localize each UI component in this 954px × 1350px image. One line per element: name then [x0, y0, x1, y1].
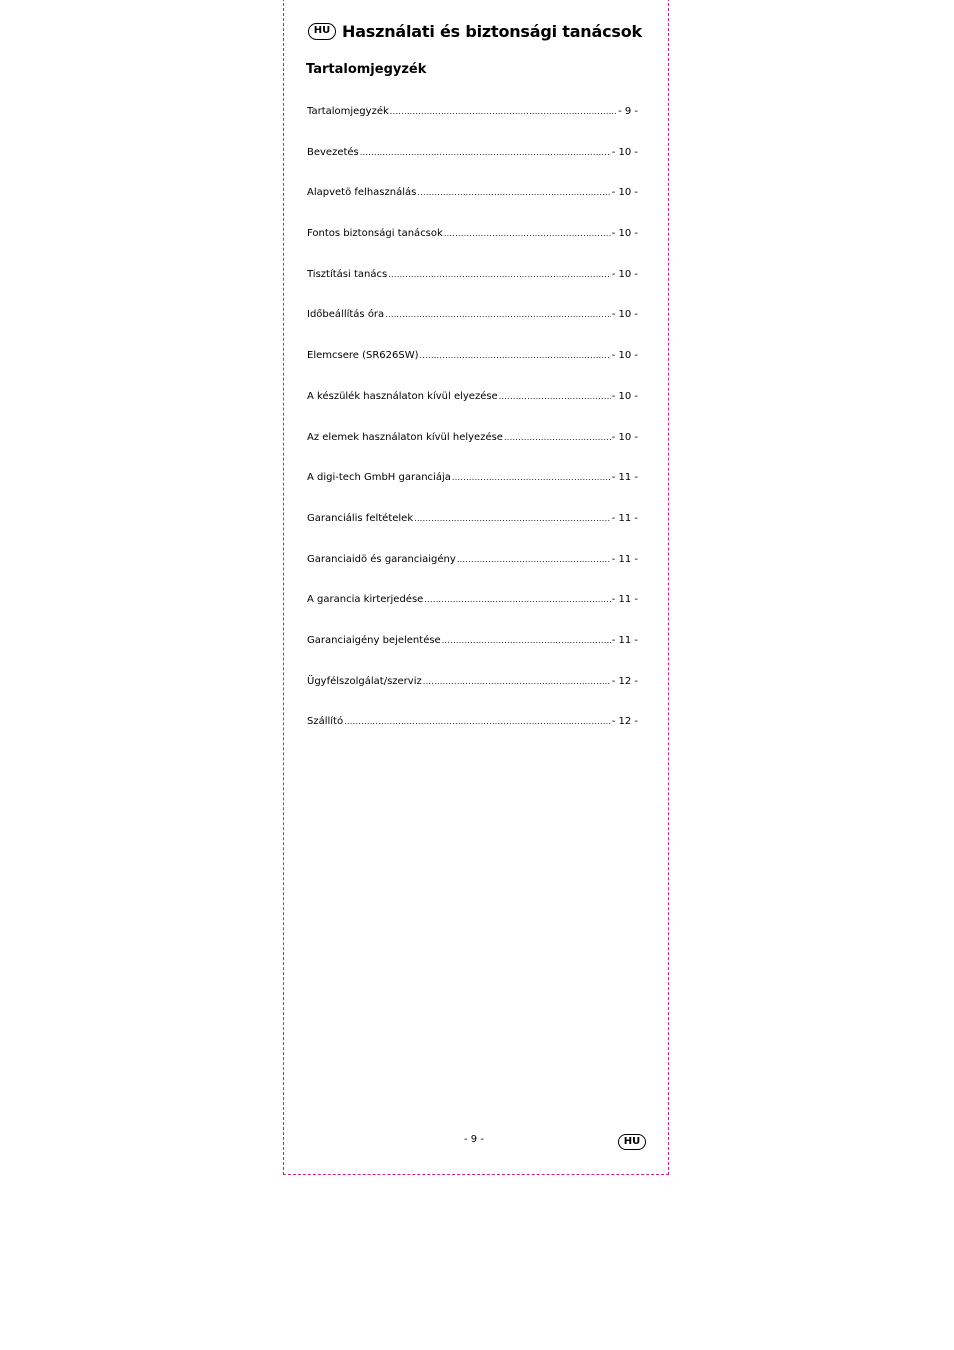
toc-entry[interactable] [307, 269, 638, 310]
toc-dot-leader [424, 595, 610, 604]
toc-dot-leader [442, 636, 611, 645]
toc-entry-label: Időbeállítás óra [307, 309, 385, 321]
toc-entry-label: Garanciaidö és garanciaigény [307, 553, 456, 565]
toc-entry-page: - 10 - [611, 350, 638, 362]
toc-entry-page: - 10 - [611, 309, 638, 321]
toc-entry-page: - 12 - [611, 675, 638, 687]
toc-entry-label: Az elemek használaton kívül helyezése [307, 431, 503, 443]
toc-entry-page: - 11 - [611, 634, 638, 646]
toc-dot-leader [414, 514, 611, 523]
footer-language-badge-hu: HU [618, 1134, 646, 1150]
toc-entry[interactable] [307, 432, 638, 473]
toc-entry-label: Fontos biztonsági tanácsok [307, 228, 443, 240]
toc-entry-label: Garanciaigény bejelentése [307, 634, 441, 646]
toc-entry-page: - 11 - [611, 472, 638, 484]
toc-entry-page: - 10 - [611, 187, 638, 199]
page-number: - 9 - [464, 1134, 484, 1145]
toc-dot-leader [504, 433, 611, 442]
toc-entry-page: - 9 - [618, 106, 638, 117]
toc-entry[interactable] [307, 350, 638, 391]
toc-entry[interactable] [307, 106, 638, 147]
toc-dot-leader [444, 229, 611, 238]
toc-entry-label: A készülék használaton kívül elyezése [307, 390, 498, 402]
toc-entry-page: - 11 - [611, 553, 638, 565]
toc-entry-label: Garanciális feltételek [307, 512, 414, 524]
page-header [308, 22, 642, 41]
toc-entry-label: Alapvetö felhasználás [307, 187, 417, 199]
toc-entry-page: - 10 - [611, 390, 638, 402]
table-of-contents [307, 106, 638, 757]
toc-entry[interactable] [307, 594, 638, 635]
toc-entry-label: Szállító [307, 716, 344, 728]
toc-entry[interactable] [307, 472, 638, 513]
toc-dot-leader [452, 473, 611, 482]
toc-entry[interactable] [307, 513, 638, 554]
toc-entry[interactable] [307, 716, 638, 757]
page-title: Használati és biztonsági tanácsok [342, 22, 642, 41]
toc-dot-leader [417, 188, 610, 197]
toc-entry-page: - 10 - [611, 228, 638, 240]
toc-dot-leader [499, 392, 611, 401]
toc-entry[interactable] [307, 391, 638, 432]
toc-entry-label: Tisztítási tanács [307, 268, 388, 280]
toc-entry[interactable] [307, 187, 638, 228]
toc-entry[interactable] [307, 309, 638, 350]
toc-entry-page: - 10 - [611, 268, 638, 280]
toc-entry[interactable] [307, 676, 638, 717]
toc-entry-label: Tartalomjegyzék [307, 106, 389, 117]
toc-entry-label: Elemcsere (SR626SW) [307, 350, 419, 362]
toc-dot-leader [457, 555, 611, 564]
section-title: Tartalomjegyzék [306, 62, 427, 77]
toc-entry-label: Ügyfélszolgálat/szerviz [307, 675, 422, 687]
toc-entry-page: - 10 - [611, 146, 638, 158]
document-page [283, 0, 669, 1175]
toc-entry-label: Bevezetés [307, 146, 359, 158]
toc-dot-leader [390, 107, 617, 116]
toc-dot-leader [388, 270, 611, 279]
toc-entry[interactable] [307, 228, 638, 269]
toc-entry[interactable] [307, 635, 638, 676]
toc-dot-leader [423, 677, 611, 686]
toc-dot-leader [360, 148, 611, 157]
toc-entry-label: A digi-tech GmbH garanciája [307, 472, 451, 484]
toc-entry-label: A garancia kirterjedése [307, 594, 424, 606]
toc-entry-page: - 12 - [611, 716, 638, 728]
toc-dot-leader [420, 351, 611, 360]
toc-dot-leader [385, 310, 611, 319]
toc-entry-page: - 10 - [611, 431, 638, 443]
language-badge-hu: HU [308, 23, 336, 40]
toc-entry[interactable] [307, 147, 638, 188]
toc-dot-leader [344, 717, 611, 726]
toc-entry[interactable] [307, 554, 638, 595]
toc-entry-page: - 11 - [611, 594, 638, 606]
toc-entry-page: - 11 - [611, 512, 638, 524]
